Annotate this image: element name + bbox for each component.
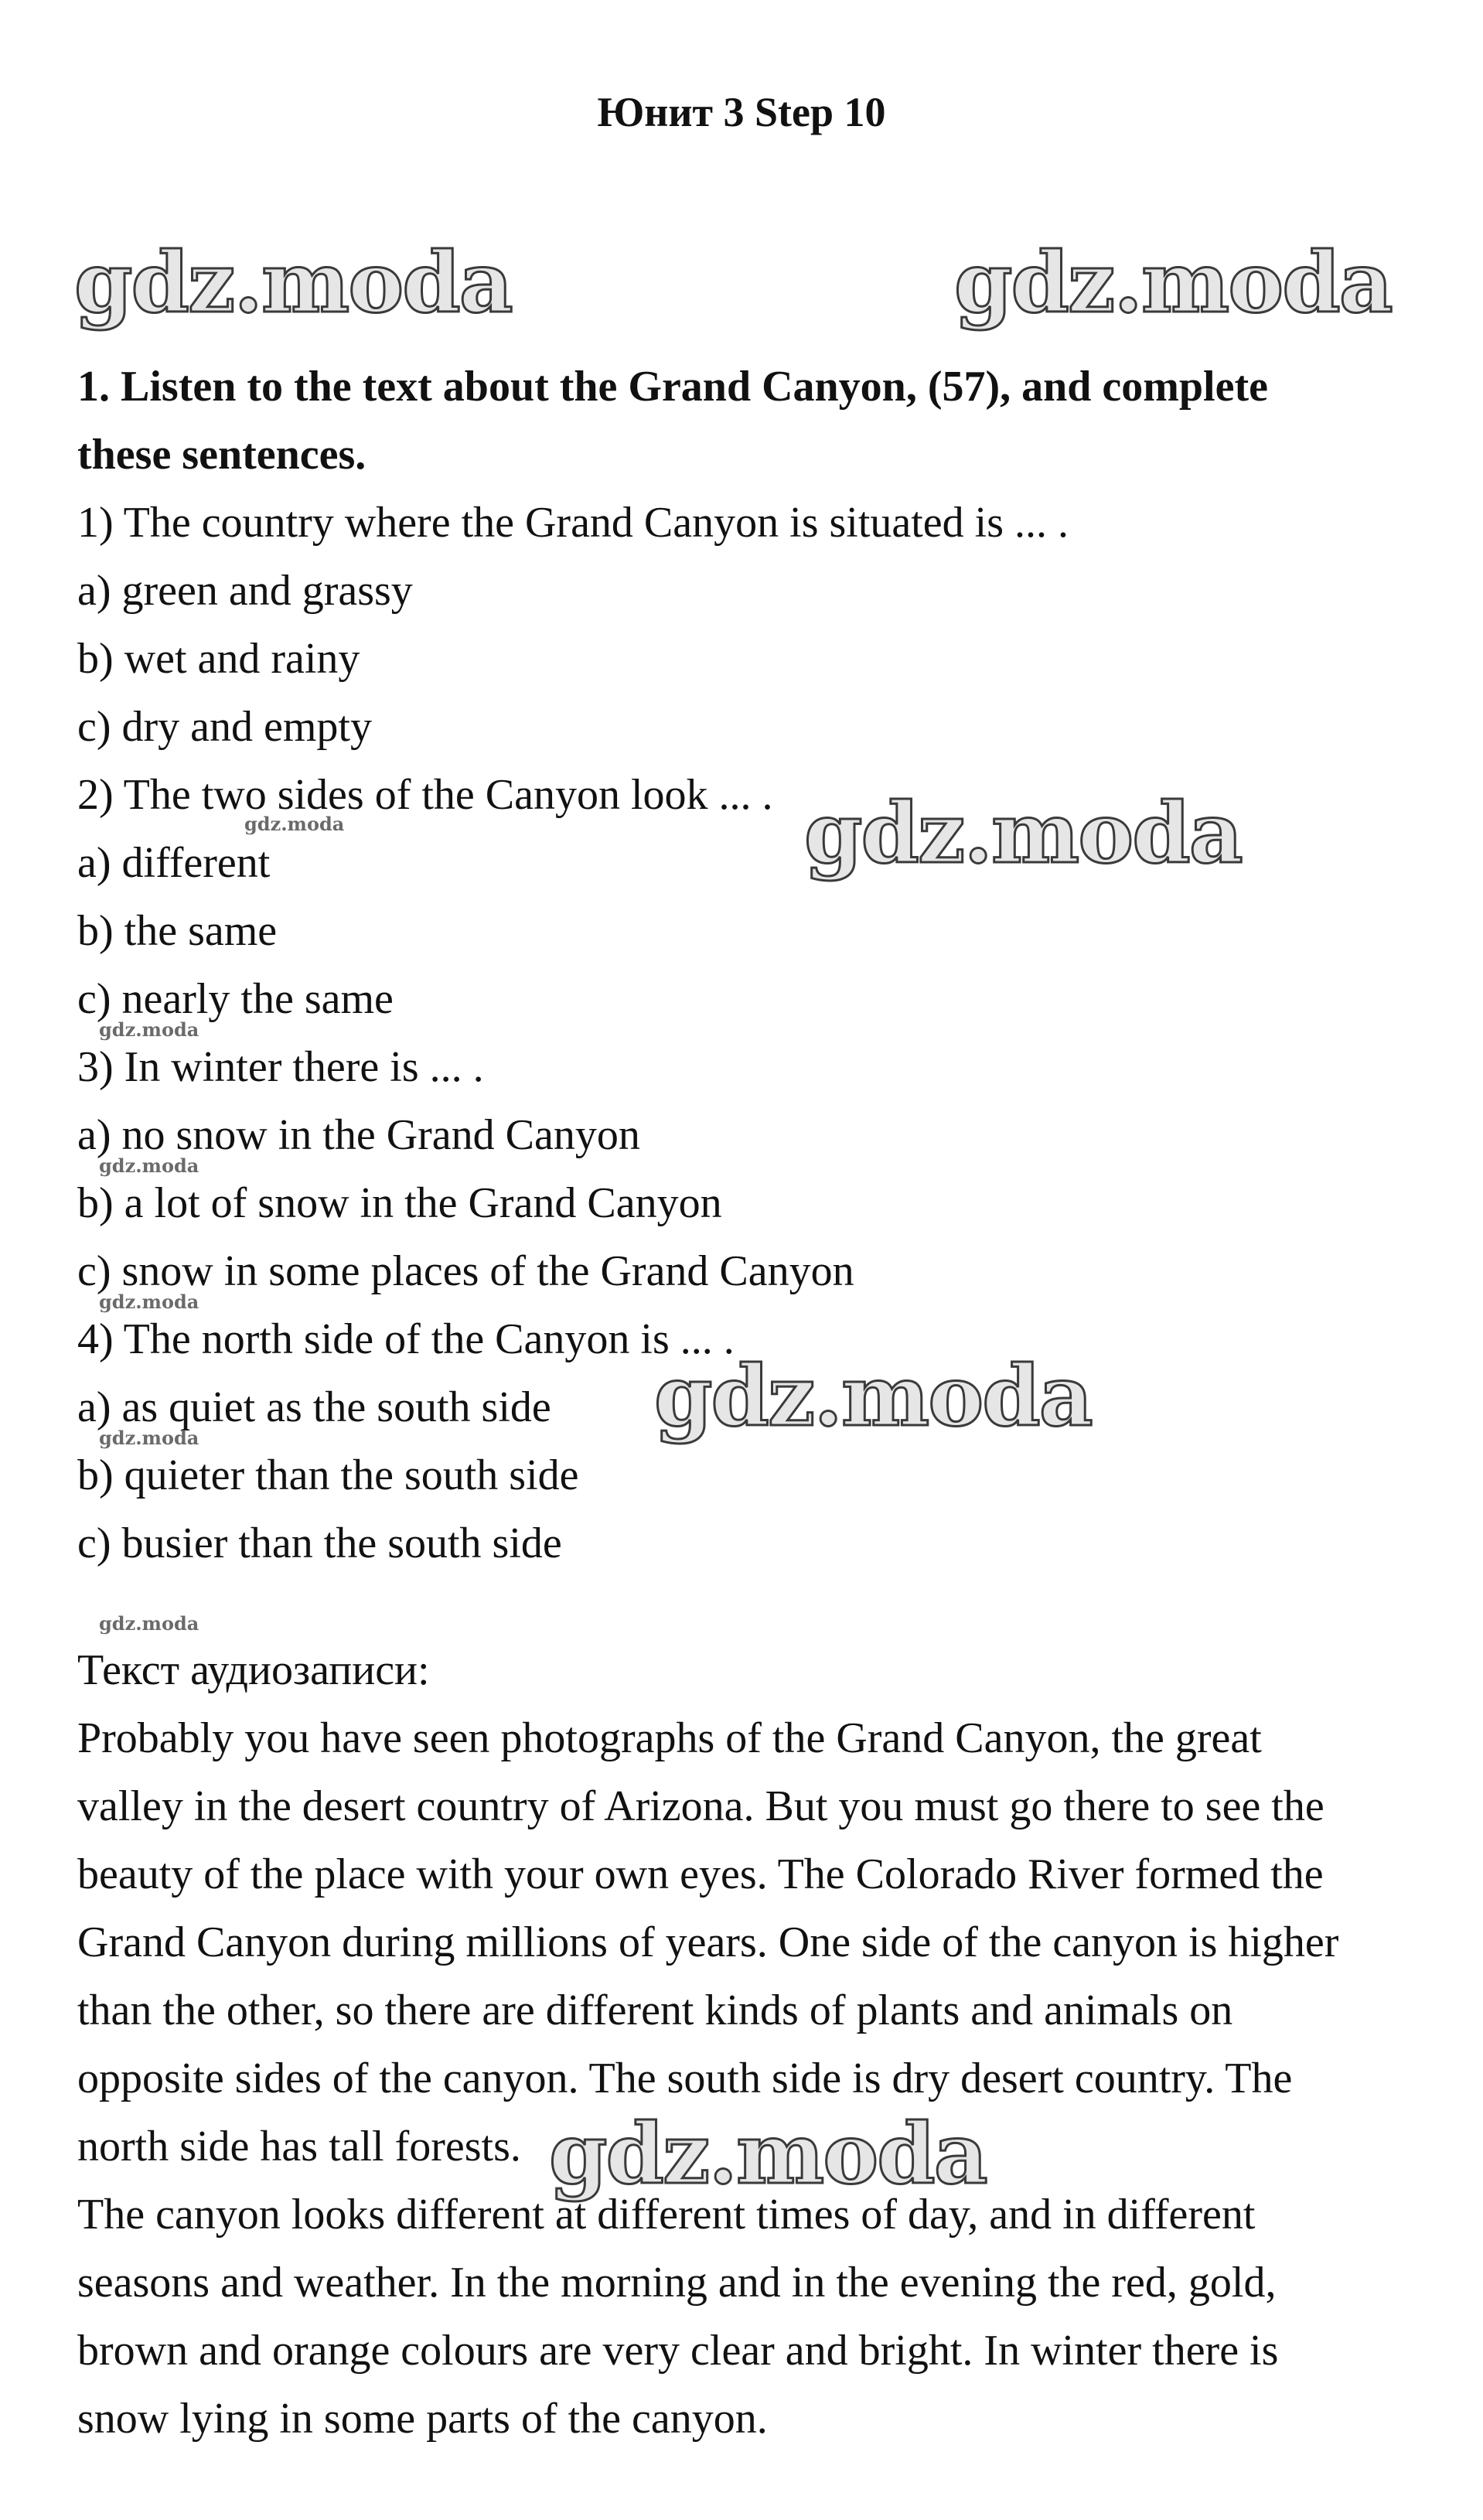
- answer-option: c) nearly the same: [77, 975, 394, 1023]
- task-instruction: [77, 353, 1438, 489]
- question-text: 3) In winter there is ... .: [77, 1043, 484, 1091]
- question: [77, 489, 1438, 761]
- answer-option: a) green and grassy: [77, 567, 413, 615]
- transcript-line: than the other, so there are different kinds of plants and animals on: [77, 1986, 1233, 2034]
- answer-option: a) as quiet as the south side: [77, 1383, 551, 1431]
- question-text: 1) The country where the Grand Canyon is situated is ... .: [77, 499, 1069, 547]
- watermark-small: gdz.moda: [99, 1154, 199, 1177]
- transcript-line: north side has tall forests.: [77, 2123, 521, 2170]
- task-line: 1. Listen to the text about the Grand Canyon, (57), and complete: [77, 363, 1268, 411]
- transcript-line: snow lying in some parts of the canyon.: [77, 2395, 768, 2443]
- question-text: 4) The north side of the Canyon is ... .: [77, 1315, 735, 1363]
- watermark-small: gdz.moda: [99, 1612, 199, 1635]
- watermark-small: gdz.moda: [99, 1427, 199, 1449]
- watermark-logo: gdz.moda: [804, 785, 1242, 882]
- transcript-line: beauty of the place with your own eyes. The Colorado River formed the: [77, 1850, 1324, 1898]
- transcript-line: opposite sides of the canyon. The south side is dry desert country. The: [77, 2055, 1293, 2102]
- answer-option: b) wet and rainy: [77, 635, 360, 683]
- transcript-line: Probably you have seen photographs of the Grand Canyon, the great: [77, 1714, 1262, 1762]
- watermark-logo: gdz.moda: [549, 2106, 987, 2203]
- transcript-line: The canyon looks different at different times of day, and in different: [77, 2191, 1256, 2239]
- answer-option: b) the same: [77, 907, 278, 955]
- transcript-line: Grand Canyon during millions of years. One side of the canyon is higher: [77, 1918, 1339, 1966]
- transcript-line: brown and orange colours are very clear and bright. In winter there is: [77, 2327, 1279, 2375]
- answer-option: c) dry and empty: [77, 703, 372, 751]
- watermark-logo: gdz.moda: [74, 234, 512, 332]
- watermark-small: gdz.moda: [244, 813, 345, 835]
- answer-option: a) different: [77, 839, 271, 887]
- transcript-line: seasons and weather. In the morning and in the evening the red, gold,: [77, 2259, 1277, 2307]
- task-line: these sentences.: [77, 431, 366, 479]
- watermark-small: gdz.moda: [99, 1291, 199, 1313]
- answer-option: c) snow in some places of the Grand Canyon: [77, 1247, 854, 1295]
- answer-option: a) no snow in the Grand Canyon: [77, 1111, 640, 1159]
- page-title: Юнит 3 Step 10: [597, 89, 886, 135]
- audio-transcript: [77, 1704, 1438, 2453]
- answer-option: b) a lot of snow in the Grand Canyon: [77, 1179, 722, 1227]
- answer-option: b) quieter than the south side: [77, 1451, 579, 1499]
- answer-option: c) busier than the south side: [77, 1519, 562, 1567]
- question: [77, 1033, 1438, 1305]
- watermark-logo: gdz.moda: [654, 1348, 1092, 1445]
- question-text: 2) The two sides of the Canyon look ... .: [77, 771, 773, 819]
- watermark-logo: gdz.moda: [954, 234, 1392, 332]
- audio-transcript-label: Текст аудиозаписи:: [77, 1646, 430, 1694]
- watermark-small: gdz.moda: [99, 1018, 199, 1041]
- transcript-line: valley in the desert country of Arizona. But you must go there to see the: [77, 1782, 1324, 1830]
